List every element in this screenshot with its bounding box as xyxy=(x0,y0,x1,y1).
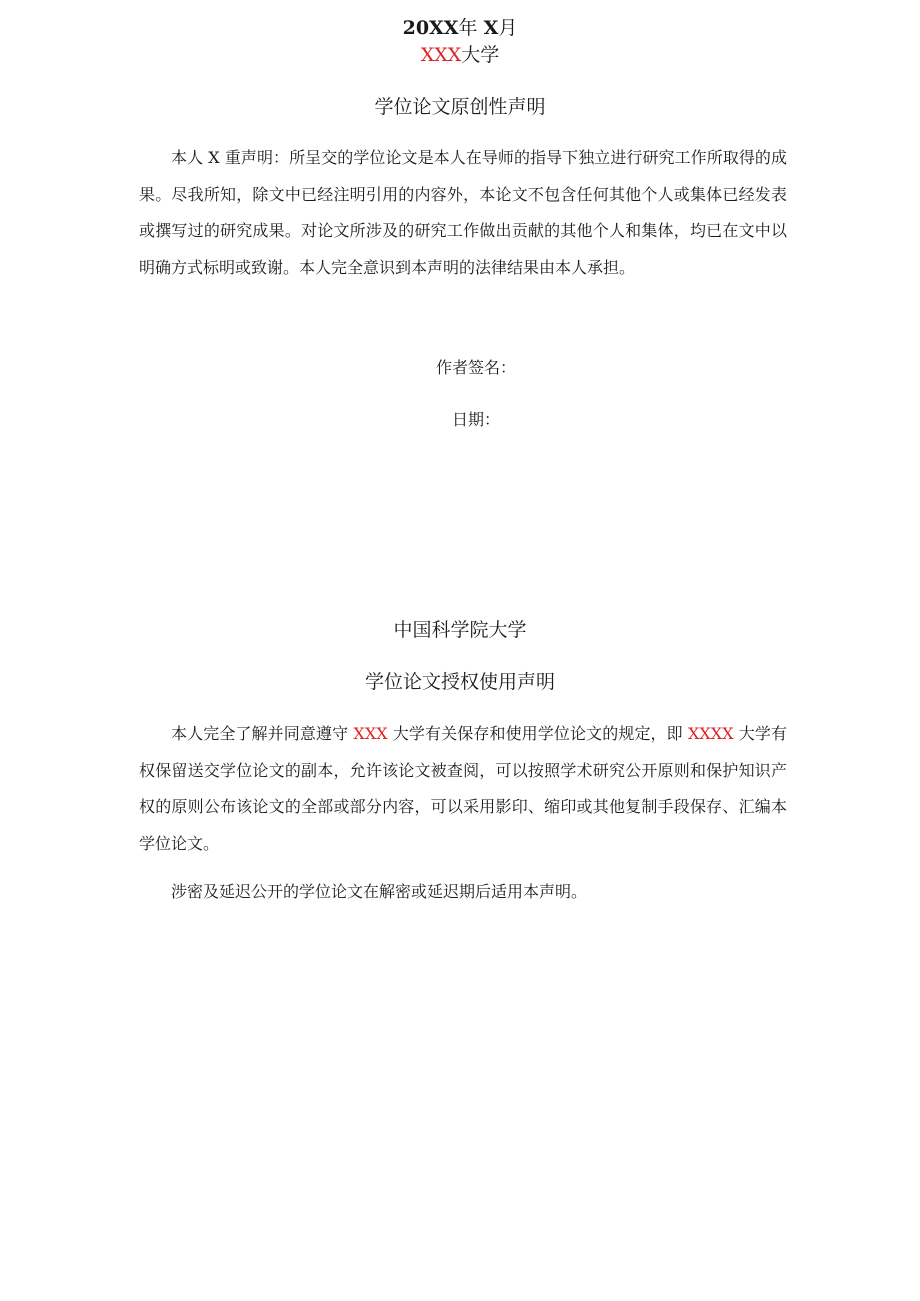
originality-para-placeholder: X xyxy=(208,148,220,167)
authorization-paragraph xyxy=(139,716,787,862)
university-suffix: 大学 xyxy=(461,44,500,66)
signature-date-line xyxy=(0,408,920,432)
date-month-char: 月 xyxy=(498,17,518,39)
authorization-placeholder-2: XXXX xyxy=(687,724,734,743)
authorization-para-part1: 本人完全了解并同意遵守 xyxy=(171,724,349,743)
date-year-char: 年 xyxy=(458,17,478,39)
signature-date-label: 日期： xyxy=(451,410,500,429)
university-placeholder: XXX xyxy=(420,44,462,66)
originality-para-part2: 重声明：所呈交的学位论文是本人在导师的指导下独立进行研究工作所取得的成果。尽我所知，除文中已经注明引用的内容外，本论文不包含任何其他个人或集体已经发表或撰写过的研究成果。对论文所涉及的研究工作做出贡献的其他个人和集体，均已在文中以明确方式标明或致谢。本人完全意识到本声明的法律结果由本人承担。 xyxy=(139,148,787,277)
originality-paragraph xyxy=(139,140,787,286)
author-signature-line xyxy=(0,356,920,380)
date-month-placeholder: X xyxy=(483,17,499,39)
authorization-para-part2: 大学有关保存和使用学位论文的规定，即 xyxy=(392,724,683,743)
date-year-number: 20XX xyxy=(402,17,459,39)
author-signature-label: 作者签名： xyxy=(435,358,516,377)
cover-date-line xyxy=(0,14,920,42)
originality-title: 学位论文原创性声明 xyxy=(374,96,546,118)
secrecy-paragraph: 涉密及延迟公开的学位论文在解密或延迟期后适用本声明。 xyxy=(171,882,588,901)
authorization-title: 学位论文授权使用声明 xyxy=(364,671,555,693)
authorization-placeholder-1: XXX xyxy=(353,724,388,743)
cover-university-line xyxy=(0,42,920,68)
authorization-para-part3: 大学有权保留送交学位论文的副本，允许该论文被查阅，可以按照学术研究公开原则和保护知识产权的原则公布该论文的全部或部分内容，可以采用影印、缩印或其他复制手段保存、汇编本学位论文。 xyxy=(139,724,787,853)
originality-para-part1: 本人 xyxy=(171,148,204,167)
authorization-institution: 中国科学院大学 xyxy=(393,619,527,641)
